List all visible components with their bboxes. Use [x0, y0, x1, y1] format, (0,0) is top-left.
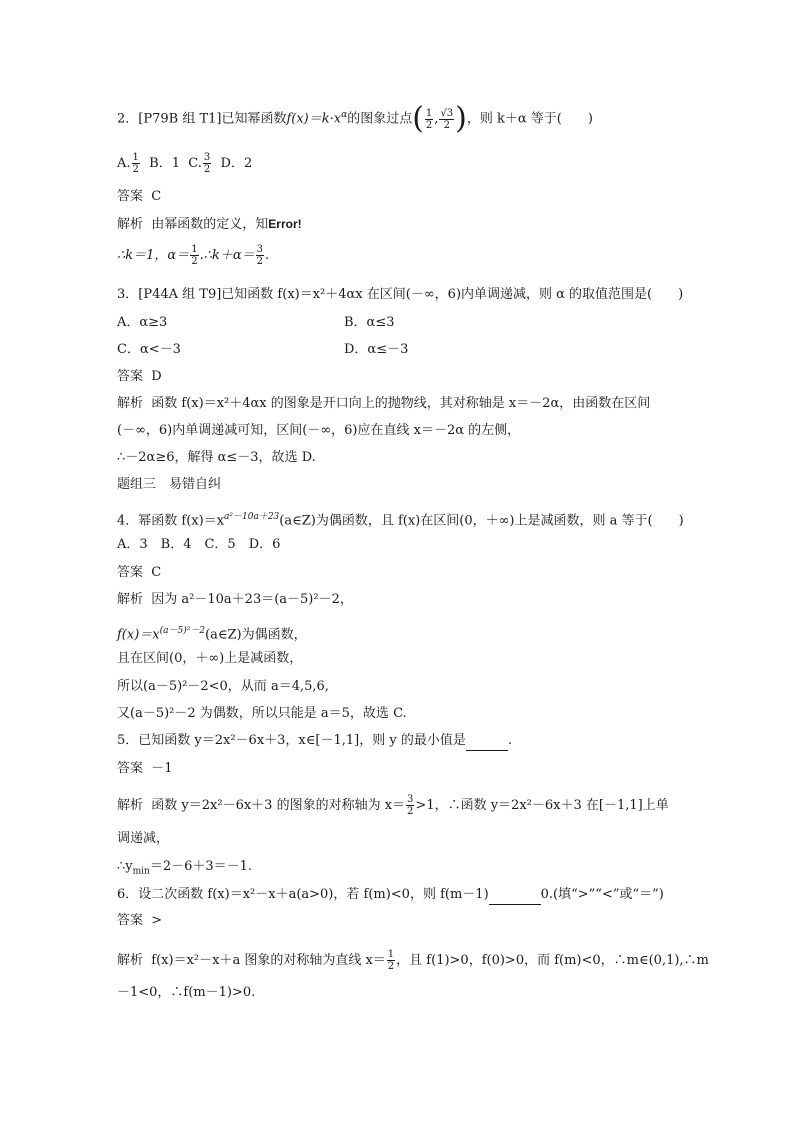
q4-analysis-1: 解析 因为 a²－10a＋23＝(a－5)²－2， [117, 592, 353, 607]
q2-opt-c-frac: $\frac{3}{2}$ [203, 152, 211, 175]
q6-analysis-1: 解析 f(x)＝x²－x＋a 图象的对称轴为直线 x＝ $\frac{1}{2}$ ，且 f(1)>0，f(0)>0，而 f(m)<0，∴m∈(0,1),∴m [117, 949, 709, 972]
q2-options [117, 152, 252, 175]
q4-analysis-5: 又(a－5)²－2 为偶数，所以只能是 a＝5，故选 C. [117, 706, 407, 721]
q2-stem-sup: α [341, 110, 348, 121]
q6-answer: 答案 > [117, 913, 163, 928]
q4-exponent: a²－10a＋23 [224, 512, 280, 522]
q2-point-x: $\frac{1}{2}$ [425, 107, 433, 131]
q2-stem-suffix: ，则 k＋α 等于( ) [466, 111, 593, 127]
q4-stem: 4．幂函数 $f(x)=x^{a^2-10a+23}(a\in Z)$为偶函数，且 f(x)在区间(0，＋∞)上是减函数，则 a 等于( ) [117, 512, 684, 529]
q3-opt-b: B．α≤3 [344, 315, 395, 330]
q2-stem-prefix: 2．[P79B 组 T1]已知幂函数 [117, 111, 287, 127]
q2-error-text: Error! [268, 217, 302, 231]
q2-opt-a-label: A. [117, 156, 131, 171]
group-title: 题组三 易错自纠 [117, 477, 222, 492]
q2-stem-func: f(x)＝k·x [286, 111, 342, 127]
q5-analysis-2: 调递减， [117, 831, 170, 846]
q4-options: A．3 B．4 C．5 D．6 [117, 537, 281, 552]
q2-opt-c-label: C. [188, 156, 202, 171]
q2-opt-b: B．1 [149, 156, 180, 171]
q2-answer-value: C [151, 189, 162, 204]
q3-opt-a: A．α≥3 [117, 315, 168, 330]
q3-options-row1 [117, 314, 395, 332]
q2-answer [117, 188, 161, 206]
q2-left-paren: ( [412, 101, 424, 136]
q3-analysis-2: (－∞，6)内单调递减可知，区间(－∞，6)应在直线 x＝－2α 的左侧， [117, 423, 521, 438]
q5-stem: 5．已知函数 y＝2x²－6x＋3，x∈[－1,1]，则 y 的最小值是 . [117, 732, 512, 751]
q2-point-y: $\frac{√3}{2}$ [440, 107, 454, 131]
q5-answer-value: －1 [151, 761, 173, 776]
q4-analysis-4: 所以(a－5)²－2<0，从而 a＝4,5,6, [117, 679, 329, 694]
answer-label: 答案 [117, 189, 144, 204]
q3-analysis-1: 解析 函数 f(x)＝x²＋4αx 的图象是开口向上的抛物线，其对称轴是 x＝－2α，由函数在区间 [117, 396, 651, 411]
q2-opt-a-frac: $\frac{1}{2}$ [132, 152, 139, 175]
q4-analysis-3: 且在区间(0，＋∞)上是减函数， [117, 651, 303, 666]
q3-answer-value: D [151, 369, 162, 384]
q3-stem: 3．[P44A 组 T9]已知函数 f(x)＝x²＋4αx 在区间(－∞，6)内单调递减，则 α 的取值范围是( ) [117, 287, 684, 302]
analysis-label: 解析 [117, 217, 144, 232]
q3-opt-d: D．α≤－3 [344, 342, 409, 357]
q5-answer: 答案 －1 [117, 761, 173, 776]
q5-analysis-1: 解析 函数 y＝2x²－6x＋3 的图象的对称轴为 x＝ $\frac{3}{2}$ >1，∴函数 y＝2x²－6x＋3 在[－1,1]上单 [117, 794, 669, 817]
q5-analysis-3: $\therefore y_{min}=2-6+3=-1$. [117, 859, 253, 877]
q3-answer: 答案 D [117, 369, 162, 384]
q3-opt-c: C．α<－3 [117, 342, 181, 357]
q6-analysis-2: －1<0，∴f(m－1)>0. [117, 985, 256, 1000]
q6-answer-value: > [151, 913, 163, 928]
q4-answer-value: C [151, 565, 162, 580]
q4-answer: 答案 C [117, 565, 162, 580]
q5-answer-blank [466, 732, 508, 751]
q2-stem: 2．[P79B 组 T1]已知幂函数$f(x)=k\cdot x^\alpha$的图象过点( $\frac{1}{2}$ , $\frac{√3}{2}$ )，则 k＋α 等于( ) [117, 101, 593, 136]
q2-opt-d: D．2 [220, 156, 253, 171]
q4-analysis-2: $f(x)=x^{(a-5)^2-2}(a\in Z)$为偶函数， [117, 626, 307, 643]
q3-options-row2 [117, 341, 409, 359]
q2-analysis-2: ∴k＝1，α＝ $\frac{1}{2}$ .∴k＋α＝ $\frac{3}{2}$ . [117, 244, 270, 267]
q2-right-paren: ) [455, 101, 467, 136]
q2-analysis-1: 解析 由幂函数的定义，知Error! [117, 217, 302, 232]
q6-answer-blank [489, 886, 541, 905]
q2-stem-mid: 的图象过点 [347, 111, 413, 127]
q3-analysis-3: ∴－2α≥6，解得 α≤－3，故选 D. [117, 450, 316, 465]
q6-stem: 6．设二次函数 f(x)＝x²－x＋a(a>0)，若 f(m)<0，则 f(m－1) 0.(填“>”“<”或“＝”) [117, 886, 664, 905]
